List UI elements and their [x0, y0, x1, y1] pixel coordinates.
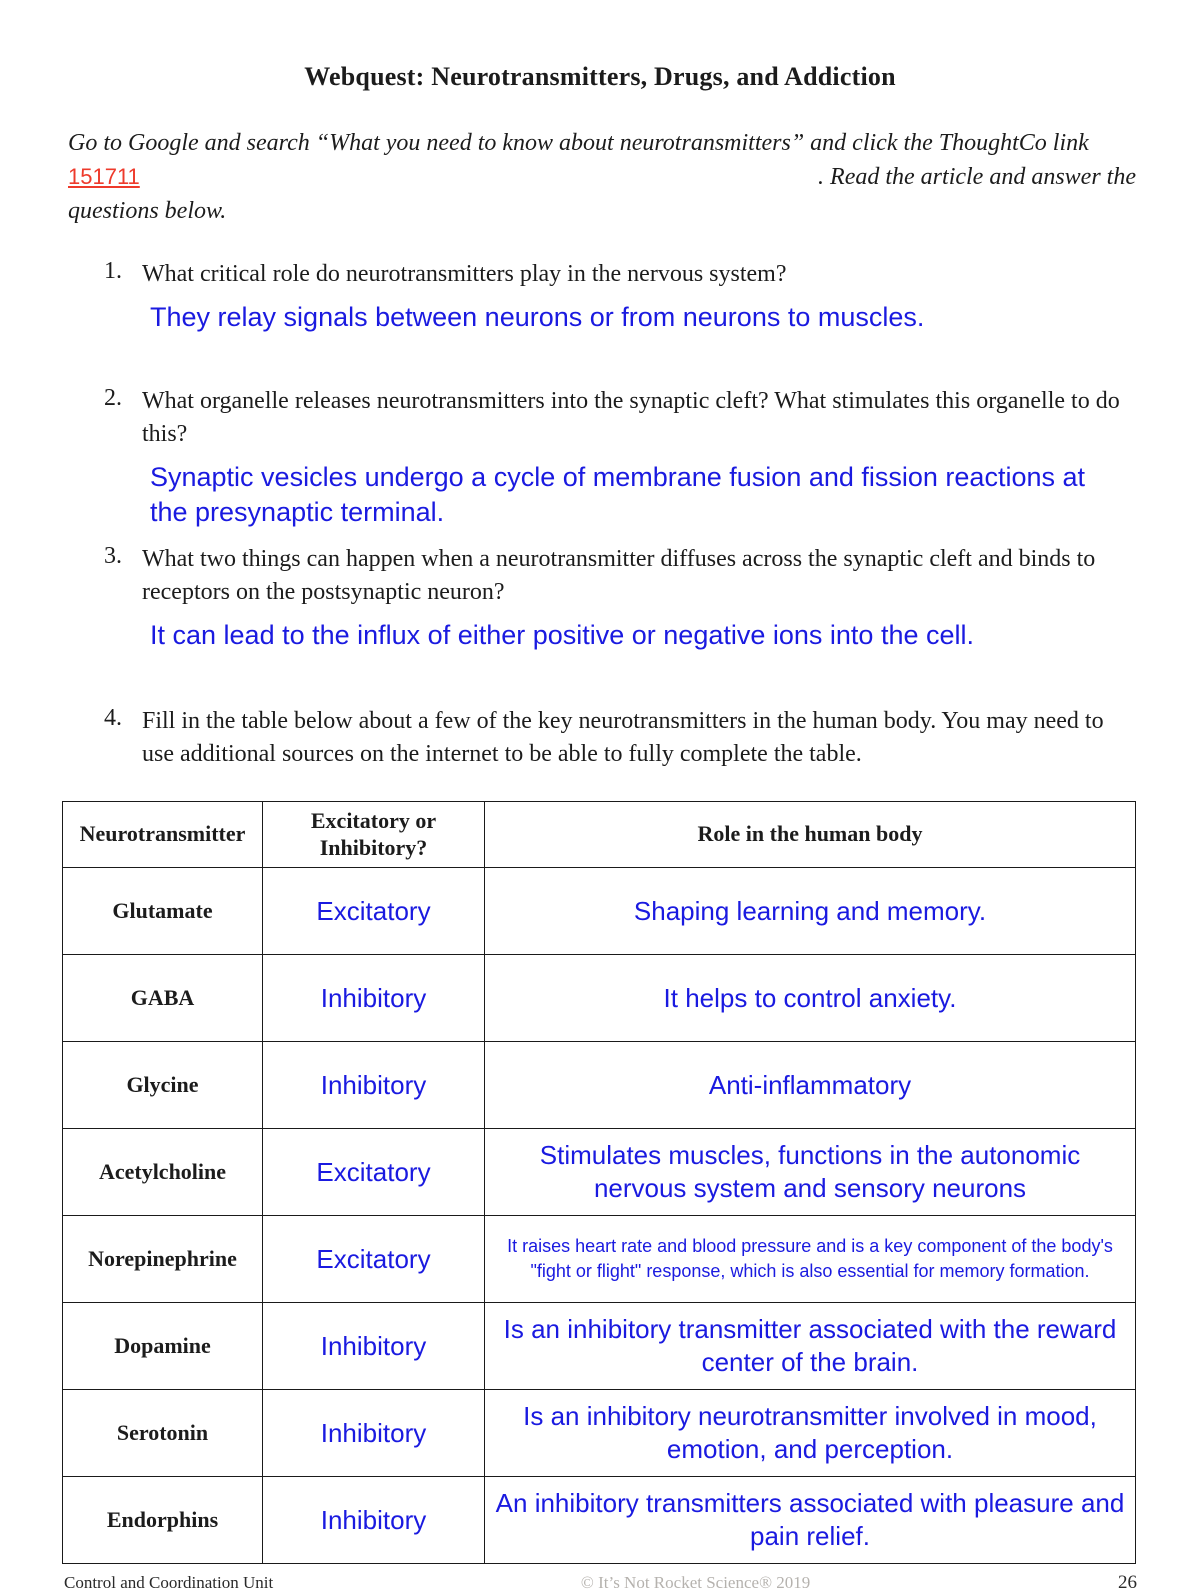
table-row [63, 1215, 1136, 1302]
footer-copyright: © It’s Not Rocket Science® 2019 [580, 1572, 811, 1592]
question-3-text: What two things can happen when a neurotransmitter diffuses across the synaptic cleft and binds to receptors on the postsynaptic neuron? [142, 546, 1096, 606]
cell-role: It helps to control anxiety. [485, 954, 1136, 1041]
intro-line-2: . Read the article and answer the [818, 164, 1136, 191]
cell-role: Is an inhibitory neurotransmitter involved in mood, emotion, and perception. [485, 1389, 1136, 1476]
cell-name: Acetylcholine [63, 1128, 263, 1215]
cell-role: Stimulates muscles, functions in the autonomic nervous system and sensory neurons [485, 1128, 1136, 1215]
cell-type: Excitatory [263, 1215, 485, 1302]
cell-type: Excitatory [263, 1128, 485, 1215]
question-1 [104, 258, 1136, 335]
cell-type: Inhibitory [263, 954, 485, 1041]
question-1-body [142, 258, 1136, 335]
cell-name: Endorphins [63, 1476, 263, 1563]
question-2-text: What organelle releases neurotransmitters into the synaptic cleft? What stimulates this organelle to do this? [142, 387, 1120, 447]
cell-role: Anti-inflammatory [485, 1041, 1136, 1128]
header-excitatory-inhibitory: Excitatory or Inhibitory? [263, 802, 485, 868]
intro-line-1: Go to Google and search “What you need to know about neurotransmitters” and click the ThoughtCo link [68, 130, 1089, 156]
cell-role: Is an inhibitory transmitter associated with the reward center of the brain. [485, 1302, 1136, 1389]
cell-name: Dopamine [63, 1302, 263, 1389]
cell-role: It raises heart rate and blood pressure and is a key component of the body's "fight or flight" response, which is also essential for memory formation. [485, 1215, 1136, 1302]
cell-role: An inhibitory transmitters associated with pleasure and pain relief. [485, 1476, 1136, 1563]
table-row [63, 867, 1136, 954]
question-4 [104, 705, 1136, 771]
cell-name: Norepinephrine [63, 1215, 263, 1302]
neurotransmitter-table [62, 801, 1136, 1564]
table-row [63, 1128, 1136, 1215]
table-header-row [63, 802, 1136, 868]
table-row [63, 1389, 1136, 1476]
cell-role: Shaping learning and memory. [485, 867, 1136, 954]
cell-type: Inhibitory [263, 1476, 485, 1563]
question-2-answer: Synaptic vesicles undergo a cycle of membrane fusion and fission reactions at the presynaptic terminal. [150, 462, 1085, 527]
page-footer [64, 1572, 1137, 1594]
cell-name: Glycine [63, 1041, 263, 1128]
intro-line-2-row [68, 160, 1136, 194]
question-3-body [142, 543, 1136, 653]
cell-type: Inhibitory [263, 1389, 485, 1476]
question-2-body [142, 385, 1136, 529]
page-number: 26 [1117, 1571, 1137, 1593]
intro-paragraph [68, 126, 1136, 228]
cell-type: Excitatory [263, 867, 485, 954]
thoughtco-link[interactable]: 151711 [68, 164, 140, 190]
intro-line-3: questions below. [68, 198, 227, 225]
table-row [63, 1476, 1136, 1563]
question-1-number: 1. [104, 258, 122, 285]
table-row [63, 1302, 1136, 1389]
question-3-number: 3. [104, 543, 122, 570]
question-3-answer: It can lead to the influx of either positive or negative ions into the cell. [150, 620, 974, 651]
question-2-number: 2. [104, 384, 122, 411]
question-3 [104, 543, 1136, 653]
table-row [63, 954, 1136, 1041]
question-4-text: Fill in the table below about a few of the key neurotransmitters in the human body. You may need to use additional sources on the internet to be able to fully complete the table. [142, 707, 1104, 768]
cell-type: Inhibitory [263, 1302, 485, 1389]
question-2 [104, 385, 1136, 529]
header-role: Role in the human body [485, 802, 1136, 868]
table-row [63, 1041, 1136, 1128]
cell-name: Serotonin [63, 1389, 263, 1476]
page-title: Webquest: Neurotransmitters, Drugs, and Addiction [304, 62, 896, 91]
question-4-number: 4. [104, 704, 122, 731]
cell-type: Inhibitory [263, 1041, 485, 1128]
question-1-text: What critical role do neurotransmitters play in the nervous system? [142, 261, 787, 288]
footer-unit-label: Control and Coordination Unit [64, 1572, 274, 1592]
cell-name: GABA [63, 954, 263, 1041]
cell-name: Glutamate [63, 867, 263, 954]
question-4-body [142, 705, 1136, 771]
question-1-answer: They relay signals between neurons or from neurons to muscles. [150, 302, 925, 333]
header-neurotransmitter: Neurotransmitter [63, 802, 263, 868]
